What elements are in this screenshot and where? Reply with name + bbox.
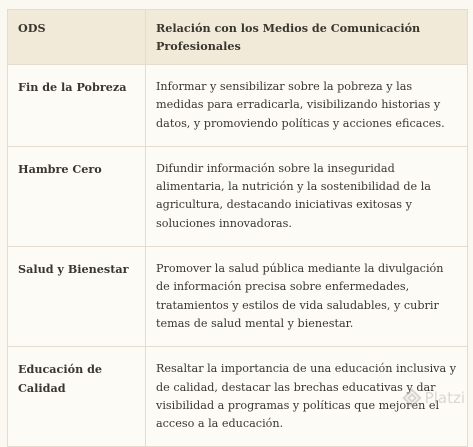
ods-cell: Hambre Cero [8,146,146,246]
relacion-cell: Promover la salud pública mediante la divulgación de información precisa sobre enfermedades, tratamientos y estilos de vida saludables, y cubrir temas de salud mental y bienestar. [146,247,468,347]
table-row [8,347,468,447]
platzi-watermark [403,389,465,407]
ods-table [7,9,468,447]
relacion-cell: Difundir información sobre la inseguridad alimentaria, la nutrición y la sostenibilidad de la agricultura, destacando iniciativas exitosas y soluciones innovadoras. [146,146,468,246]
platzi-logo-icon [403,389,421,407]
platzi-watermark-text: Platzi [424,389,465,407]
table-row [8,146,468,246]
relacion-cell: Informar y sensibilizar sobre la pobreza y las medidas para erradicarla, visibilizando historias y datos, y promoviendo políticas y acciones eficaces. [146,65,468,147]
relacion-cell: Resaltar la importancia de una educación inclusiva y de calidad, destacar las brechas educativas y dar visibilidad a programas y políticas que mejoren el acceso a la educación. [146,347,468,447]
header-relacion: Relación con los Medios de Comunicación Profesionales [146,10,468,65]
table-row [8,65,468,147]
table-header-row [8,10,468,65]
ods-cell: Educación de Calidad [8,347,146,447]
table-row [8,247,468,347]
ods-cell: Fin de la Pobreza [8,65,146,147]
header-ods: ODS [8,10,146,65]
ods-cell: Salud y Bienestar [8,247,146,347]
